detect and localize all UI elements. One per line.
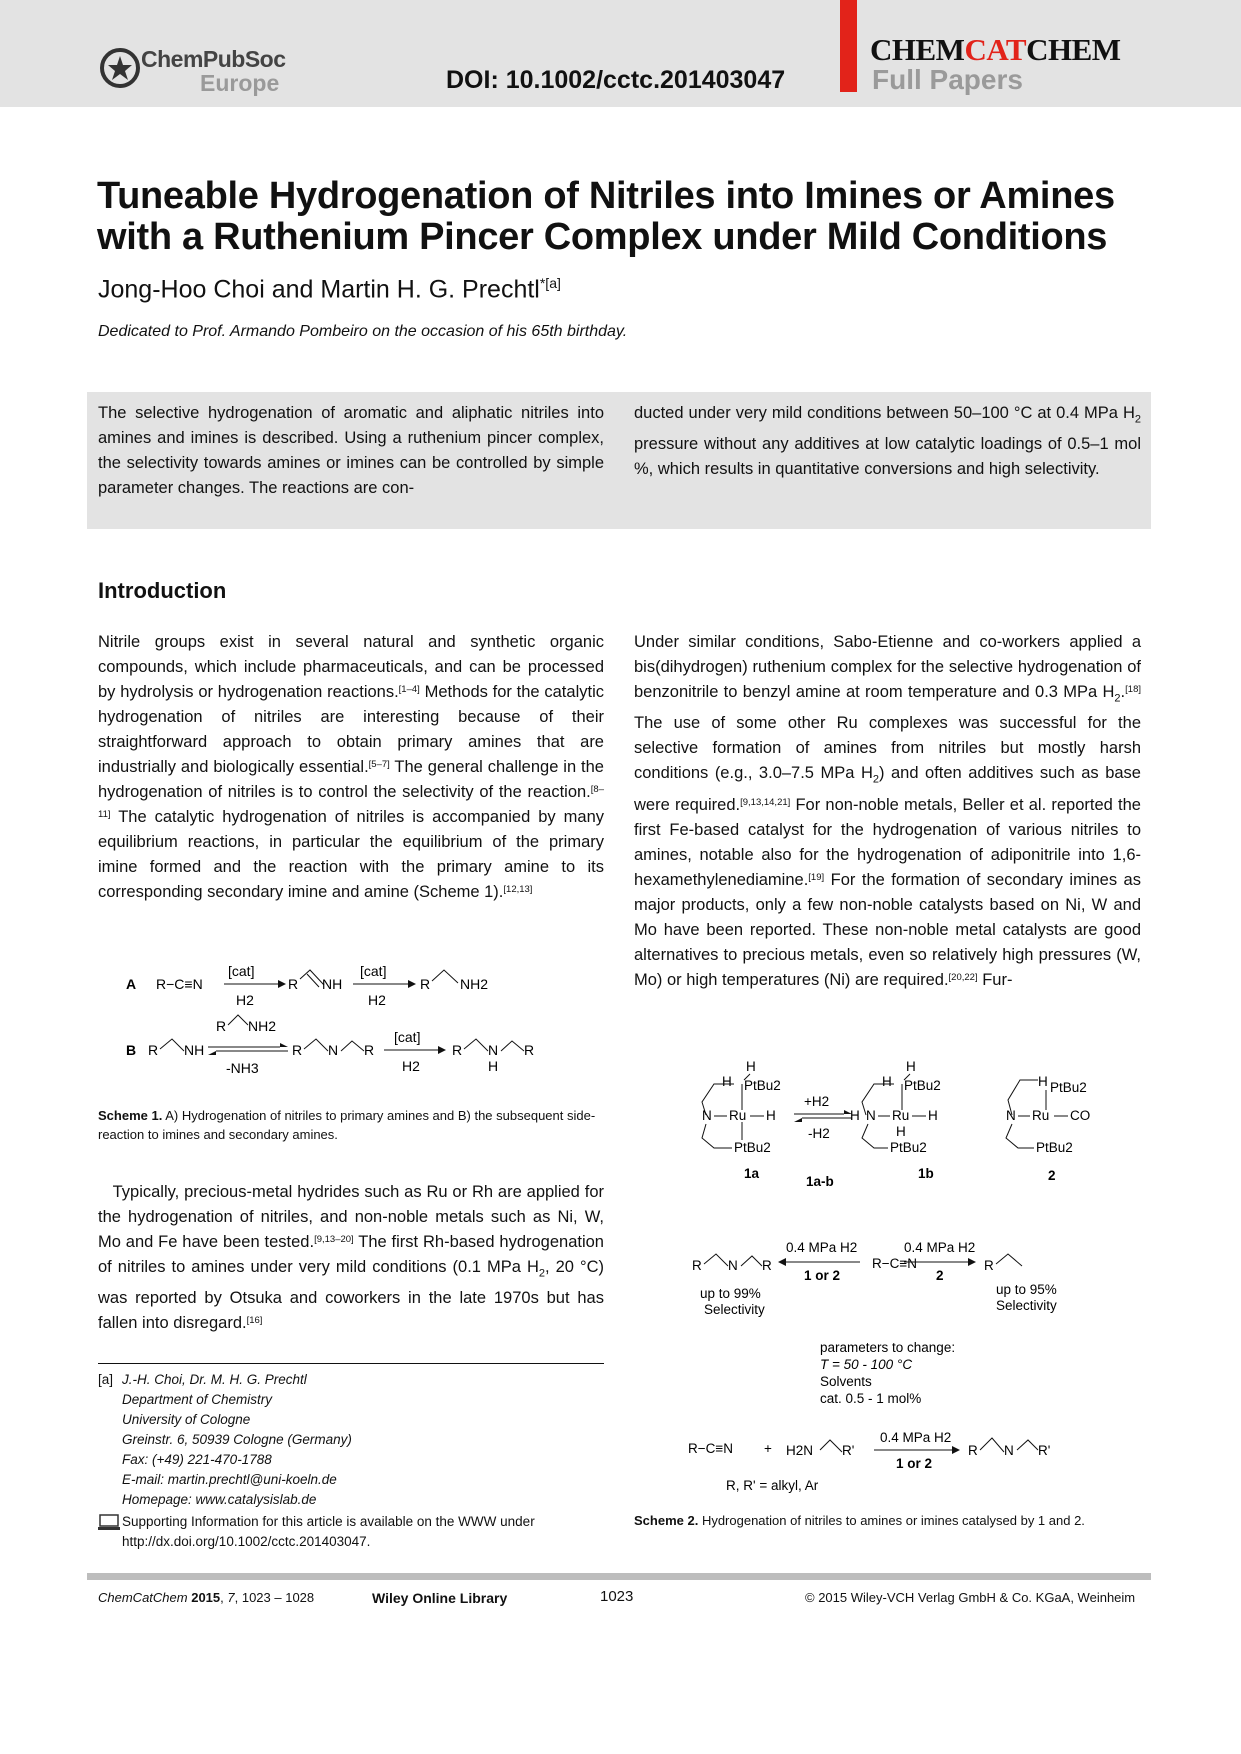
svg-text:NH: NH bbox=[322, 976, 343, 992]
scheme1-cat-1: [cat] bbox=[228, 963, 255, 979]
svg-text:R: R bbox=[148, 1042, 159, 1058]
svg-text:T = 50 - 100 °C: T = 50 - 100 °C bbox=[820, 1357, 913, 1372]
complex-2 bbox=[1006, 1074, 1090, 1183]
intro-paragraph-right: Under similar conditions, Sabo-Etienne and co-workers applied a bis(dihydrogen) ruthenium complex for the selective hydrogenation of benzonitrile to benzyl amine at room temperature and 0.3 MPa $H_2.[18]$ The use of some other Ru complexes was successful for the selective formation of amines from nitriles but mostly harsh conditions (e.g., 3.0–7.5 MPa $H_2$) and often additives such as base were required.[9,13,14,21] For non-noble metals, Beller et al. reported the first Fe-based catalyst for the hydrogenation of various nitriles to amines, notable also for the hydrogenation of adiponitrile into 1,6-hexamethylenediamine.[19] For the formation of secondary imines as major products, only a few non-noble catalysts based on Ni, W and Mo have been reported. These non-noble metal catalysts are good alternatives to precious metals, even so relatively high pressures (W, Mo) or high temperatures (Ni) are required.[20,22] Fur- bbox=[634, 633, 1141, 989]
svg-text:H2N: H2N bbox=[786, 1443, 814, 1458]
complex-1a bbox=[702, 1059, 781, 1181]
svg-text:H: H bbox=[928, 1108, 938, 1123]
svg-text:R: R bbox=[292, 1042, 303, 1058]
supporting-info: Supporting Information for this article is available on the WWW under http://dx.doi.org/10.1002/cctc.201403047. bbox=[98, 1512, 604, 1552]
chempubsoc-logo-icon bbox=[98, 46, 142, 90]
svg-text:1 or 2: 1 or 2 bbox=[896, 1456, 933, 1471]
svg-text:CO: CO bbox=[1070, 1108, 1091, 1123]
svg-text:N: N bbox=[866, 1108, 876, 1123]
svg-text:0.4 MPa H2: 0.4 MPa H2 bbox=[904, 1240, 976, 1255]
footnote-rule bbox=[98, 1363, 604, 1364]
article-title: Tuneable Hydrogenation of Nitriles into Imines or Amines with a Ruthenium Pincer Complex under Mild Conditions bbox=[97, 175, 1115, 258]
svg-text:1 or 2: 1 or 2 bbox=[804, 1268, 841, 1283]
scheme1-label-b: B bbox=[126, 1042, 137, 1058]
svg-text:H: H bbox=[906, 1059, 916, 1074]
svg-text:R: R bbox=[968, 1443, 978, 1458]
svg-text:H: H bbox=[746, 1059, 756, 1074]
journal-accent-bar bbox=[840, 0, 857, 92]
svg-text:N: N bbox=[488, 1042, 499, 1058]
svg-text:H: H bbox=[896, 1124, 906, 1139]
svg-text:parameters to change:: parameters to change: bbox=[820, 1340, 956, 1355]
footer-library[interactable]: Wiley Online Library bbox=[372, 1590, 508, 1606]
scheme1-cat-2: [cat] bbox=[360, 963, 387, 979]
svg-text:1a: 1a bbox=[744, 1166, 760, 1181]
svg-text:H: H bbox=[1038, 1074, 1048, 1089]
svg-text:H2: H2 bbox=[368, 992, 386, 1008]
svg-text:+: + bbox=[764, 1441, 772, 1456]
scheme1-h2-1: H2 bbox=[236, 992, 254, 1008]
si-link[interactable]: http://dx.doi.org/10.1002/cctc.201403047. bbox=[122, 1534, 371, 1549]
complex-1b bbox=[850, 1059, 941, 1181]
svg-text:H: H bbox=[850, 1108, 860, 1123]
doi: DOI: 10.1002/cctc.201403047 bbox=[446, 66, 786, 94]
svg-text:Solvents: Solvents bbox=[820, 1374, 872, 1389]
svg-text:R': R' bbox=[842, 1443, 855, 1458]
svg-text:H: H bbox=[488, 1058, 499, 1074]
svg-text:Ru: Ru bbox=[892, 1108, 910, 1123]
svg-text:-H2: -H2 bbox=[808, 1126, 830, 1141]
footer-copyright: © 2015 Wiley-VCH Verlag GmbH & Co. KGaA, Weinheim bbox=[805, 1590, 1136, 1605]
scheme2-caption: Scheme 2. Hydrogenation of nitriles to amines or imines catalysed by 1 and 2. bbox=[634, 1513, 1085, 1528]
svg-text:R: R bbox=[524, 1042, 535, 1058]
scheme-2 bbox=[634, 1050, 1141, 1500]
svg-text:1a-b: 1a-b bbox=[806, 1174, 834, 1189]
page-number: 1023 bbox=[600, 1588, 634, 1605]
abstract-left: The selective hydrogenation of aromatic and aliphatic nitriles into amines and imines is described. Using a ruthenium pincer complex, the selectivity towards amines or imines can be controlled by simple parameter changes. The reactions are con- bbox=[98, 404, 604, 497]
svg-text:2: 2 bbox=[1048, 1168, 1056, 1183]
svg-text:PtBu2: PtBu2 bbox=[734, 1140, 771, 1155]
svg-text:R−C≡N: R−C≡N bbox=[688, 1441, 734, 1456]
svg-text:R: R bbox=[288, 976, 299, 992]
footer-citation: ChemCatChem 2015, 7, 1023 – 1028 bbox=[98, 1590, 315, 1605]
intro-paragraph-2: Typically, precious-metal hydrides such as Ru or Rh are applied for the hydrogenation of nitriles, and non-noble metals such as Ni, W, Mo and Fe have been tested.[9,13–20] The first Rh-based hydrogenation of nitriles to amines under very mild conditions (0.1 MPa $H_2$, 20 °C) was reported by Otsuka and coworkers in the late 1970s but has fallen into disregard.[16] bbox=[98, 1183, 604, 1333]
svg-text:N: N bbox=[728, 1258, 738, 1273]
svg-text:PtBu2: PtBu2 bbox=[1050, 1080, 1087, 1095]
abstract-right: ducted under very mild conditions between 50–100 °C at 0.4 MPa $H_2$ pressure without any additives at low catalytic loadings of 0.5–1 mol %, which results in quantitative conversions and high selectivity. bbox=[634, 404, 1141, 479]
svg-text:R: R bbox=[420, 976, 431, 992]
publisher-name: ChemPubSoc bbox=[141, 46, 286, 72]
svg-text:[cat]: [cat] bbox=[394, 1029, 421, 1045]
scheme1-nitrile: R−C≡N bbox=[156, 976, 203, 992]
svg-text:H: H bbox=[882, 1074, 892, 1089]
svg-text:Selectivity: Selectivity bbox=[704, 1302, 765, 1317]
svg-text:N: N bbox=[702, 1108, 712, 1123]
svg-text:N: N bbox=[328, 1042, 339, 1058]
svg-text:cat. 0.5 - 1 mol%: cat. 0.5 - 1 mol% bbox=[820, 1391, 922, 1406]
svg-text:H2: H2 bbox=[402, 1058, 420, 1074]
svg-text:up to 99%: up to 99% bbox=[700, 1286, 761, 1301]
intro-paragraph-1: Nitrile groups exist in several natural and synthetic organic compounds, which include pharmaceuticals, and can be processed by hydrolysis or hydrogenation reactions.[1–4] Methods for the catalytic hydrogenation of nitriles are interesting because of their straightforward approach to obtain primary amines that are industrially and biologically essential.[5–7] The general challenge in the hydrogenation of nitriles is to control the selectivity of the reaction.[8–11] The catalytic hydrogenation of nitriles is accompanied by many equilibrium reactions, in particular the equilibrium of the primary imine formed and the reaction with the primary amine to its corresponding secondary imine and amine (Scheme 1).[12,13] bbox=[98, 633, 604, 901]
svg-text:N: N bbox=[1004, 1443, 1014, 1458]
svg-text:NH2: NH2 bbox=[460, 976, 489, 992]
svg-text:R: R bbox=[364, 1042, 375, 1058]
authors: Jong-Hoo Choi and Martin H. G. Prechtl$^{*[a]}$ bbox=[98, 275, 561, 304]
svg-text:R: R bbox=[452, 1042, 463, 1058]
svg-text:1b: 1b bbox=[918, 1166, 934, 1181]
svg-text:+H2: +H2 bbox=[804, 1094, 830, 1109]
article-section: Full Papers bbox=[872, 64, 1023, 95]
svg-text:NH2: NH2 bbox=[248, 1018, 277, 1034]
svg-text:R−C≡N: R−C≡N bbox=[872, 1256, 918, 1271]
svg-text:Ru: Ru bbox=[729, 1108, 747, 1123]
publisher-region: Europe bbox=[200, 70, 280, 96]
svg-text:NH: NH bbox=[184, 1042, 205, 1058]
dedication: Dedicated to Prof. Armando Pombeiro on the occasion of his 65th birthday. bbox=[98, 323, 628, 340]
svg-text:R: R bbox=[762, 1258, 772, 1273]
svg-text:R: R bbox=[216, 1018, 227, 1034]
computer-icon bbox=[98, 1514, 120, 1532]
svg-text:R: R bbox=[984, 1258, 994, 1273]
svg-text:R': R' bbox=[1038, 1443, 1051, 1458]
svg-text:2: 2 bbox=[936, 1268, 944, 1283]
journal-name: CHEMCATCHEM bbox=[870, 32, 1121, 67]
svg-text:Selectivity: Selectivity bbox=[996, 1298, 1057, 1313]
affiliation: [a] J.-H. Choi, Dr. M. H. G. Prechtl Department of Chemistry University of Cologne Greinstr. 6, 50939 Cologne (Germany) Fax: (+49) 221-470-1788 E-mail: martin.prechtl@uni-koeln.de Homepage: www.catalysislab.de bbox=[98, 1372, 352, 1507]
svg-text:PtBu2: PtBu2 bbox=[1036, 1140, 1073, 1155]
svg-text:up to 95%: up to 95% bbox=[996, 1282, 1057, 1297]
svg-text:PtBu2: PtBu2 bbox=[904, 1078, 941, 1093]
svg-text:H: H bbox=[766, 1108, 776, 1123]
svg-text:PtBu2: PtBu2 bbox=[890, 1140, 927, 1155]
svg-text:0.4 MPa H2: 0.4 MPa H2 bbox=[786, 1240, 858, 1255]
scheme1-caption: Scheme 1. A) Hydrogenation of nitriles to primary amines and B) the subsequent side-reaction to imines and secondary amines. bbox=[98, 1108, 596, 1142]
scheme1-label-a: A bbox=[126, 976, 137, 992]
svg-text:0.4 MPa H2: 0.4 MPa H2 bbox=[880, 1430, 952, 1445]
svg-text:N: N bbox=[1006, 1108, 1016, 1123]
footer-bar bbox=[87, 1573, 1151, 1580]
svg-text:R, R' = alkyl, Ar: R, R' = alkyl, Ar bbox=[726, 1478, 819, 1493]
svg-text:PtBu2: PtBu2 bbox=[744, 1078, 781, 1093]
svg-text:-NH3: -NH3 bbox=[226, 1060, 259, 1076]
svg-text:H: H bbox=[722, 1074, 732, 1089]
scheme-1 bbox=[98, 955, 608, 1095]
svg-text:Ru: Ru bbox=[1032, 1108, 1050, 1123]
svg-text:R: R bbox=[692, 1258, 702, 1273]
section-heading: Introduction bbox=[98, 578, 227, 603]
